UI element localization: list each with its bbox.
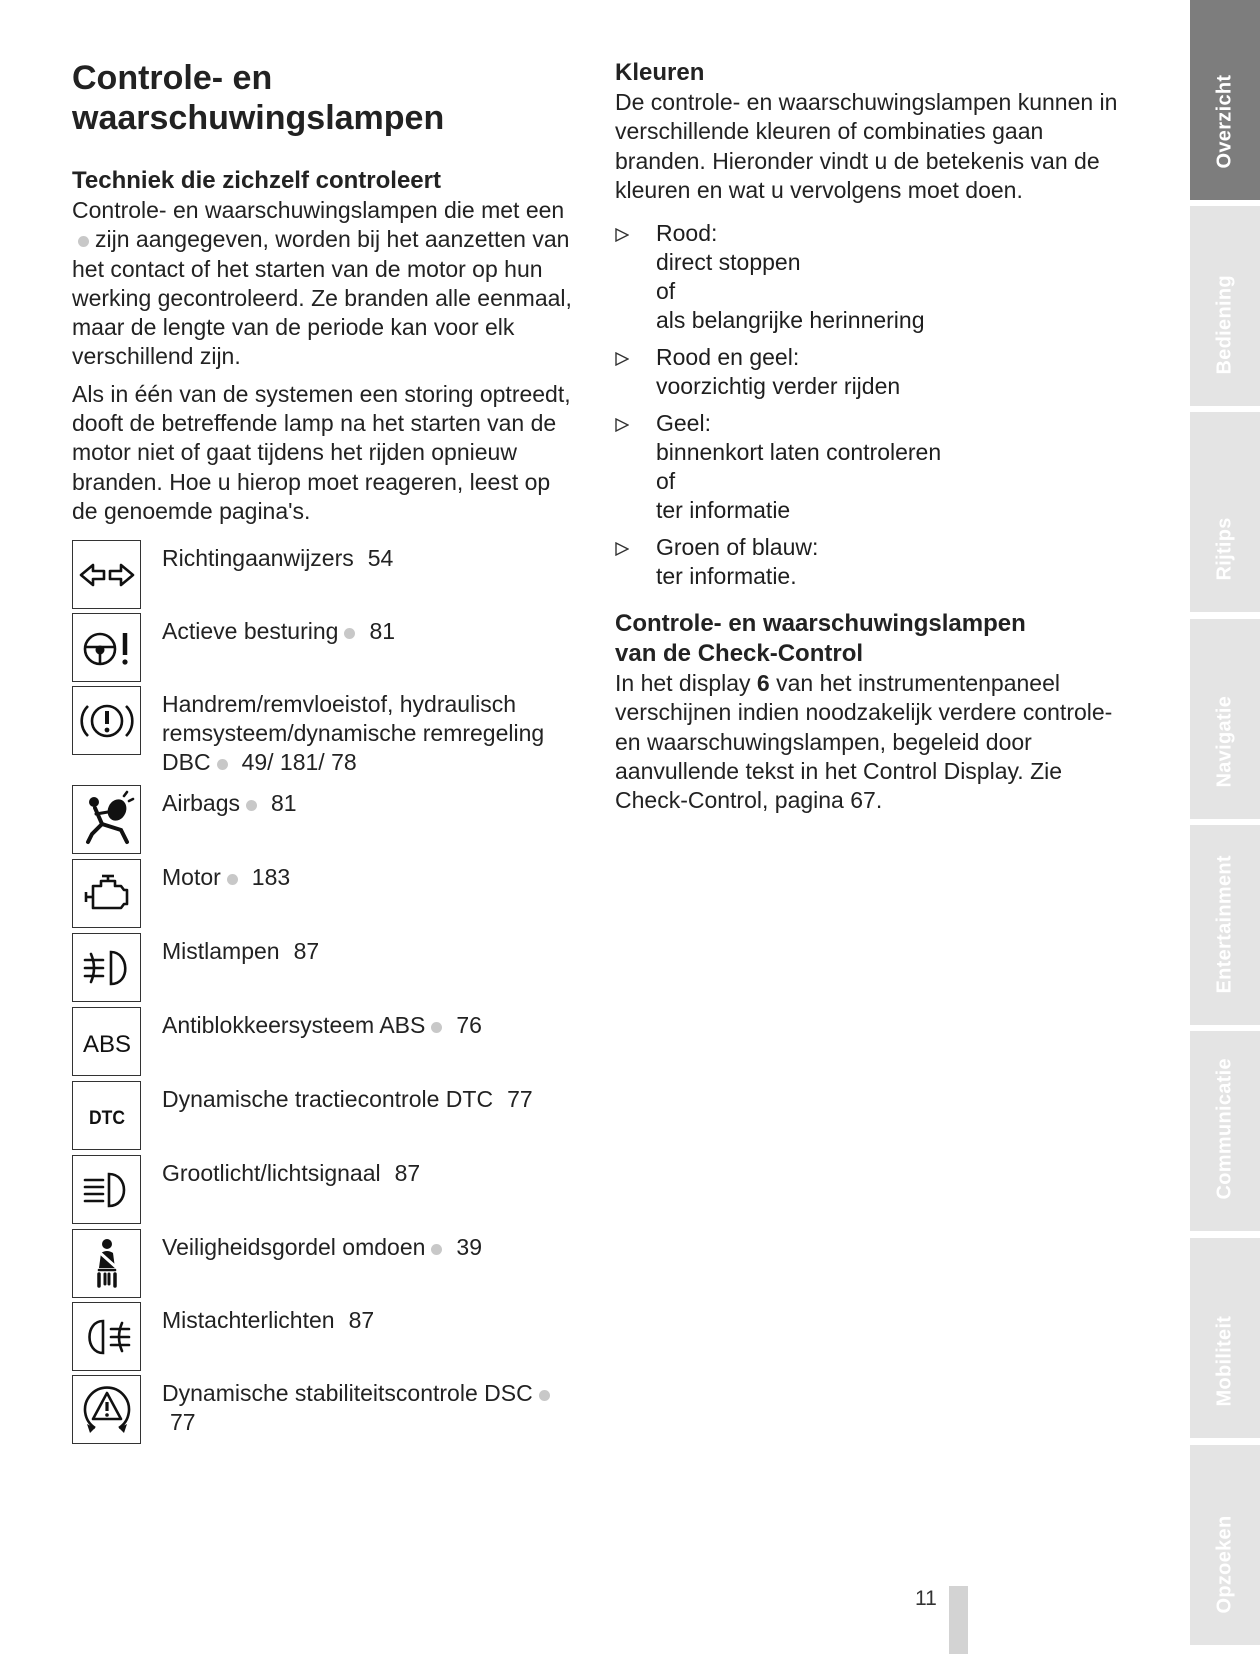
bullet-arrow-icon xyxy=(615,418,629,432)
check-control-title: Controle- en waarschuwingslampen van de Check-Control xyxy=(615,610,1026,668)
lamp-row xyxy=(72,1007,582,1081)
brake-warning-icon xyxy=(72,686,141,755)
abs-icon xyxy=(72,1007,141,1076)
lamp-page: 77 xyxy=(507,1086,533,1113)
lamp-page: 81 xyxy=(369,618,396,645)
lamp-label: Handrem/remvloeistof, hydraulisch remsysteem/dynamische remregeling DBC xyxy=(162,691,545,776)
list-item: Groen of blauw: ter informatie. xyxy=(615,533,1135,591)
tab-communicatie[interactable]: Communicatie xyxy=(1190,1031,1260,1234)
rear-fog-icon xyxy=(72,1302,141,1371)
lamp-page: 87 xyxy=(293,938,320,965)
svg-text:DTC: DTC xyxy=(88,1107,125,1129)
airbag-icon xyxy=(72,785,141,854)
lamp-row xyxy=(72,1375,582,1449)
tab-opzoeken[interactable]: Opzoeken xyxy=(1190,1445,1260,1648)
check-dot-icon xyxy=(431,1022,442,1033)
dtc-icon xyxy=(72,1081,141,1150)
steering-warning-icon xyxy=(72,613,141,682)
list-item: Rood: direct stoppen of als belangrijke herinnering xyxy=(615,219,1135,335)
svg-text:ABS: ABS xyxy=(82,1030,131,1058)
lamp-label: Antiblokkeersysteem ABS xyxy=(162,1012,426,1039)
lamp-row xyxy=(72,613,582,686)
list-item: Rood en geel: voorzichtig verder rijden xyxy=(615,343,1135,401)
page-number: 11 xyxy=(915,1587,937,1610)
lamp-page: 87 xyxy=(394,1160,421,1187)
lamp-page: 54 xyxy=(367,545,394,572)
tab-navigatie[interactable]: Navigatie xyxy=(1190,619,1260,822)
lamp-page: 39 xyxy=(456,1234,483,1261)
check-dot-icon xyxy=(78,236,89,247)
bullet-arrow-icon xyxy=(615,352,629,366)
high-beam-icon xyxy=(72,1155,141,1224)
tab-entertainment[interactable]: Entertainment xyxy=(1190,825,1260,1028)
left-column xyxy=(72,58,582,1449)
lamp-page: 87 xyxy=(348,1307,375,1334)
check-dot-icon xyxy=(431,1244,442,1255)
lamp-label: Mistachterlichten xyxy=(162,1307,335,1334)
lamp-label: Dynamische stabiliteitscontrole DSC xyxy=(162,1380,533,1407)
check-dot-icon xyxy=(539,1390,550,1401)
tab-rijtips[interactable]: Rijtips xyxy=(1190,412,1260,615)
turn-signal-icon xyxy=(72,540,141,609)
check-dot-icon xyxy=(344,628,355,639)
lamp-label: Richtingaanwijzers xyxy=(162,545,354,572)
lamp-row xyxy=(72,540,582,613)
lamp-page: 76 xyxy=(456,1012,482,1039)
malfunction-paragraph: Als in één van de systemen een storing optreedt, dooft de betreffende lamp na het starten van de motor niet of gaat tijdens het rijden opnieuw branden. Hoe u hierop moet reageren, leest op de genoemde pagina's. xyxy=(72,380,571,524)
lamp-label: Grootlicht/lichtsignaal xyxy=(162,1160,381,1187)
lamp-row xyxy=(72,1155,582,1229)
colors-title: Kleuren xyxy=(615,59,705,86)
tab-overzicht[interactable]: Overzicht xyxy=(1190,0,1260,203)
bullet-arrow-icon xyxy=(615,542,629,556)
lamp-row xyxy=(72,686,582,785)
lamp-row xyxy=(72,1229,582,1302)
lamp-row xyxy=(72,859,582,933)
lamp-page: 77 xyxy=(170,1409,196,1436)
lamp-page: 183 xyxy=(251,864,291,891)
lamp-label: Actieve besturing xyxy=(162,618,339,645)
bullet-arrow-icon xyxy=(615,228,629,242)
tab-mobiliteit[interactable]: Mobiliteit xyxy=(1190,1238,1260,1441)
lamp-row xyxy=(72,1081,582,1155)
check-control-text: In het display 6 van het instrumentenpaneel verschijnen indien noodzakelijk verdere controle- en waarschuwingslampen, begeleid door aanvullende tekst in het Control Display. Zie Check-Control, pagina 67. xyxy=(615,670,1113,814)
lamp-label: Airbags xyxy=(162,790,240,817)
page-title: Controle- en waarschuwingslampen xyxy=(72,59,445,137)
section-title-self-check: Techniek die zichzelf controleert xyxy=(72,167,441,194)
lamp-row xyxy=(72,1302,582,1375)
lamp-label: Mistlampen xyxy=(162,938,280,965)
warning-lamp-list xyxy=(72,540,582,1449)
lamp-row xyxy=(72,933,582,1007)
fog-light-icon xyxy=(72,933,141,1002)
lamp-row xyxy=(72,785,582,859)
lamp-label: Veiligheidsgordel omdoen xyxy=(162,1234,426,1261)
tab-bediening[interactable]: Bediening xyxy=(1190,206,1260,409)
check-dot-icon xyxy=(217,759,228,770)
page-marker-bar xyxy=(949,1586,968,1654)
chapter-tabs xyxy=(1190,0,1260,1654)
dsc-icon xyxy=(72,1375,141,1444)
lamp-label: Motor xyxy=(162,864,221,891)
lamp-page: 49/ 181/ 78 xyxy=(241,749,357,776)
lamp-page: 81 xyxy=(270,790,297,817)
check-dot-icon xyxy=(246,800,257,811)
lamp-label: Dynamische tractiecontrole DTC xyxy=(162,1086,494,1113)
seatbelt-icon xyxy=(72,1229,141,1298)
list-item: Geel: binnenkort laten controleren of ter informatie xyxy=(615,409,1135,525)
intro-paragraph: Controle- en waarschuwingslampen die met eenzijn aangegeven, worden bij het aanzetten van het contact of het starten van de motor op hun werking gecontroleerd. Ze branden alle eenmaal, maar de lengte van de periode kan voor elk verschillend zijn. xyxy=(72,197,572,370)
engine-icon xyxy=(72,859,141,928)
right-column xyxy=(615,58,1135,824)
colors-intro: De controle- en waarschuwingslampen kunnen in verschillende kleuren of combinaties gaan branden. Hieronder vindt u de betekenis van de kleuren en wat u vervolgens moet doen. xyxy=(615,89,1118,203)
color-list xyxy=(615,219,1135,591)
check-dot-icon xyxy=(227,874,238,885)
